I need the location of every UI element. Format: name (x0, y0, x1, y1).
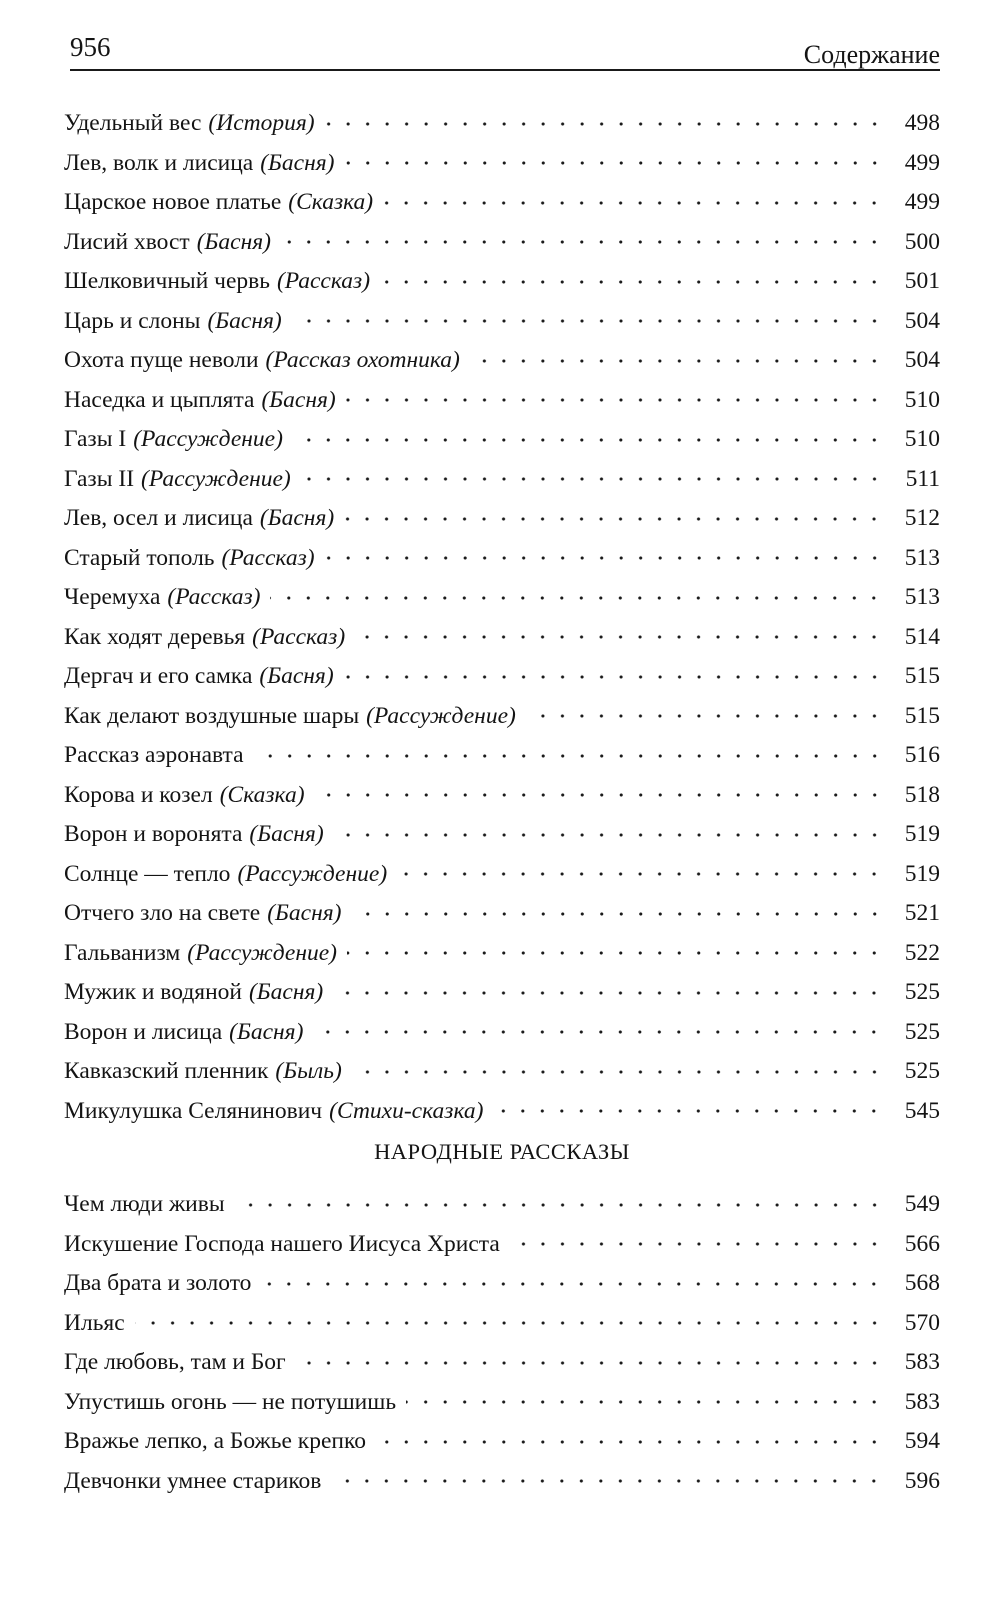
toc-entry-genre: (Басня) (259, 663, 334, 689)
toc-entry-page: 504 (904, 307, 940, 334)
toc-entry-title: Ильяс (64, 1309, 125, 1336)
dot-leader (301, 477, 884, 481)
toc-entry-title: Кавказский пленник (64, 1058, 269, 1084)
toc-entry (64, 1256, 940, 1296)
toc-entry-genre: (Сказка) (288, 189, 374, 215)
dot-leader (380, 280, 884, 284)
toc-entry (64, 215, 940, 255)
toc-entry (64, 452, 940, 492)
toc-entry (64, 728, 940, 768)
toc-entry (64, 294, 940, 334)
toc-entry (64, 807, 940, 847)
toc-entry-page: 513 (904, 584, 940, 610)
dot-leader (397, 872, 884, 876)
toc-entry-genre: (Рассуждение) (237, 860, 388, 887)
toc-entry-title: Отчего зло на свете (64, 900, 261, 926)
toc-entry-title: Девчонки умнее стариков (64, 1467, 322, 1494)
toc-entry-title: Черемуха (64, 584, 161, 610)
toc-entry-title: Как делают воздушные шары (64, 702, 360, 729)
dot-leader (347, 951, 884, 955)
toc-entry-page: 504 (904, 347, 940, 373)
toc-entry-page: 515 (904, 663, 940, 689)
toc-entry (64, 570, 940, 610)
dot-leader (331, 1479, 884, 1483)
toc-entry-genre: (Басня) (207, 307, 282, 334)
toc-entry-title: Лев, осел и лисица (64, 505, 253, 531)
dot-leader (510, 1242, 884, 1246)
toc-entry-genre: (История) (208, 110, 315, 136)
toc-entry-title: Шелковичный червь (64, 268, 270, 294)
toc-entry-genre: (Басня) (248, 979, 324, 1005)
toc-entry-genre: (Стихи-сказка) (329, 1097, 484, 1124)
toc-entry (64, 175, 940, 215)
toc-entry (64, 768, 940, 808)
toc-entry-title: Рассказ аэронавта (64, 742, 244, 768)
dot-leader (493, 1109, 884, 1113)
toc-entry-page: 519 (904, 821, 940, 847)
toc-entry-title: Наседка и цыплята (64, 386, 255, 413)
toc-entry-genre: (Басня) (259, 505, 335, 531)
dot-leader (344, 517, 884, 521)
toc-entry-page: 519 (904, 860, 940, 887)
dot-leader (325, 556, 884, 560)
toc-entry-page: 568 (904, 1270, 940, 1296)
toc-entry-genre: (Сказка) (219, 781, 305, 808)
toc-entry-title: Чем люди живы (64, 1191, 225, 1217)
toc-entry-page: 525 (904, 1058, 940, 1084)
toc-entry-page: 522 (904, 939, 940, 966)
dot-leader (235, 1203, 884, 1207)
dot-leader (345, 161, 885, 165)
toc-entry-page: 501 (904, 268, 940, 294)
toc-entry (64, 847, 940, 887)
toc-entry-genre: (Рассказ) (167, 584, 261, 610)
toc-entry (64, 254, 940, 294)
toc-entry-genre: (Рассуждение) (366, 702, 516, 729)
toc-entry (64, 491, 940, 531)
toc-entry-genre: (Басня) (229, 1018, 304, 1045)
toc-entry-page: 510 (904, 386, 940, 413)
toc-entry-title: Микулушка Селянинович (64, 1097, 323, 1124)
toc-entry-title: Как ходят деревья (64, 623, 246, 650)
toc-entry (64, 1044, 940, 1084)
toc-entry-title: Старый тополь (64, 544, 215, 571)
toc-entry (64, 333, 940, 373)
toc-entry-page: 594 (904, 1428, 940, 1454)
toc-entry (64, 926, 940, 966)
toc-entry-page: 525 (904, 979, 940, 1005)
toc-entry-genre: (Рассуждение) (133, 426, 283, 452)
toc-entry-page: 566 (904, 1230, 940, 1257)
toc-entry-genre: (Басня) (261, 386, 336, 413)
toc-entry-title: Лисий хвост (64, 228, 190, 255)
toc-entry-title: Корова и козел (64, 781, 213, 808)
dot-leader (352, 1070, 884, 1074)
toc-entry-title: Охота пуще неволи (64, 347, 259, 373)
toc-entry-page: 518 (904, 781, 940, 808)
dot-leader (313, 1030, 884, 1034)
toc-entry (64, 1375, 940, 1415)
toc-entry-genre: (Быль) (275, 1058, 342, 1084)
toc-entry (64, 96, 940, 136)
dot-leader (135, 1321, 884, 1325)
toc-entry-page: 570 (904, 1309, 940, 1336)
dot-leader (325, 122, 884, 126)
toc-entry-title: Удельный вес (64, 110, 202, 136)
dot-leader (346, 398, 884, 402)
toc-entry (64, 649, 940, 689)
dot-leader (376, 1440, 884, 1444)
toc-entry-page: 521 (904, 900, 940, 926)
toc-entry-title: Ворон и лисица (64, 1018, 223, 1045)
toc-entry (64, 1454, 940, 1494)
toc-entry-genre: (Рассказ) (252, 623, 346, 650)
dot-leader (270, 596, 884, 600)
dot-leader (470, 359, 884, 363)
page-number: 956 (70, 32, 111, 62)
table-of-contents (64, 96, 940, 1493)
toc-entry-page: 511 (905, 465, 940, 492)
dot-leader (293, 438, 884, 442)
toc-entry-page: 583 (904, 1349, 940, 1375)
toc-entry (64, 1005, 940, 1045)
toc-entry-page: 499 (904, 189, 940, 215)
dot-leader (296, 1361, 884, 1365)
dot-leader (254, 754, 884, 758)
dot-leader (261, 1282, 884, 1286)
toc-entry-page: 545 (904, 1097, 940, 1124)
dot-leader (292, 319, 884, 323)
toc-entry-page: 513 (904, 544, 940, 571)
dot-leader (281, 240, 884, 244)
toc-entry-page: 515 (904, 702, 940, 729)
toc-entry-page: 596 (904, 1467, 940, 1494)
toc-entry-title: Царское новое платье (64, 189, 282, 215)
toc-entry-page: 498 (904, 110, 940, 136)
toc-entry-title: Вражье лепко, а Божье крепко (64, 1428, 366, 1454)
toc-entry-genre: (Рассуждение) (141, 465, 291, 492)
toc-entry (64, 1217, 940, 1257)
toc-entry (64, 689, 940, 729)
toc-entry-genre: (Рассуждение) (187, 939, 337, 966)
toc-entry-title: Гальванизм (64, 939, 181, 966)
toc-entry-page: 516 (904, 742, 940, 768)
dot-leader (315, 793, 884, 797)
toc-entry (64, 965, 940, 1005)
toc-entry-title: Где любовь, там и Бог (64, 1349, 286, 1375)
toc-entry-genre: (Басня) (260, 149, 335, 176)
toc-entry (64, 1414, 940, 1454)
toc-entry-genre: (Басня) (196, 228, 271, 255)
toc-entry-page: 512 (904, 505, 940, 531)
toc-entry-title: Ворон и воронята (64, 821, 243, 847)
toc-entry (64, 1296, 940, 1336)
toc-entry (64, 373, 940, 413)
toc-entry (64, 531, 940, 571)
toc-entry-title: Мужик и водяной (64, 979, 242, 1005)
toc-list-folk-stories (64, 1177, 940, 1493)
toc-entry (64, 886, 940, 926)
dot-leader (526, 714, 884, 718)
running-title: Содержание (803, 40, 940, 69)
dot-leader (406, 1400, 884, 1404)
section-heading: НАРОДНЫЕ РАССКАЗЫ (374, 1139, 630, 1164)
toc-entry-page: 549 (904, 1191, 940, 1217)
toc-entry-genre: (Басня) (249, 821, 324, 847)
toc-entry (64, 1084, 940, 1124)
toc-entry-title: Солнце — тепло (64, 860, 231, 887)
toc-entry-title: Два брата и золото (64, 1270, 252, 1296)
toc-entry-page: 514 (904, 623, 940, 650)
dot-leader (344, 675, 884, 679)
toc-entry-genre: (Рассказ) (221, 544, 315, 571)
toc-entry-title: Газы I (64, 426, 127, 452)
dot-leader (334, 833, 884, 837)
toc-entry-title: Царь и слоны (64, 307, 201, 334)
toc-list-stories (64, 96, 940, 1123)
toc-entry (64, 1335, 940, 1375)
toc-entry-page: 499 (904, 149, 940, 176)
dot-leader (383, 201, 884, 205)
toc-entry (64, 412, 940, 452)
toc-entry (64, 1177, 940, 1217)
toc-entry-genre: (Рассказ) (276, 268, 371, 294)
page-header (70, 26, 940, 70)
header-rule (70, 69, 940, 71)
dot-leader (333, 991, 884, 995)
dot-leader (352, 912, 885, 916)
toc-entry-page: 583 (904, 1388, 940, 1415)
toc-entry-genre: (Рассказ охотника) (265, 347, 460, 373)
toc-entry-title: Лев, волк и лисица (64, 149, 254, 176)
toc-entry-title: Упустишь огонь — не потушишь (64, 1388, 397, 1415)
toc-entry-genre: (Басня) (267, 900, 342, 926)
toc-entry-page: 510 (904, 426, 940, 452)
toc-entry-title: Газы II (64, 465, 135, 492)
toc-entry-page: 525 (904, 1018, 940, 1045)
toc-entry (64, 610, 940, 650)
toc-entry (64, 136, 940, 176)
toc-entry-title: Дергач и его самка (64, 663, 253, 689)
toc-entry-page: 500 (904, 228, 940, 255)
toc-entry-title: Искушение Господа нашего Иисуса Христа (64, 1230, 500, 1257)
dot-leader (355, 635, 884, 639)
